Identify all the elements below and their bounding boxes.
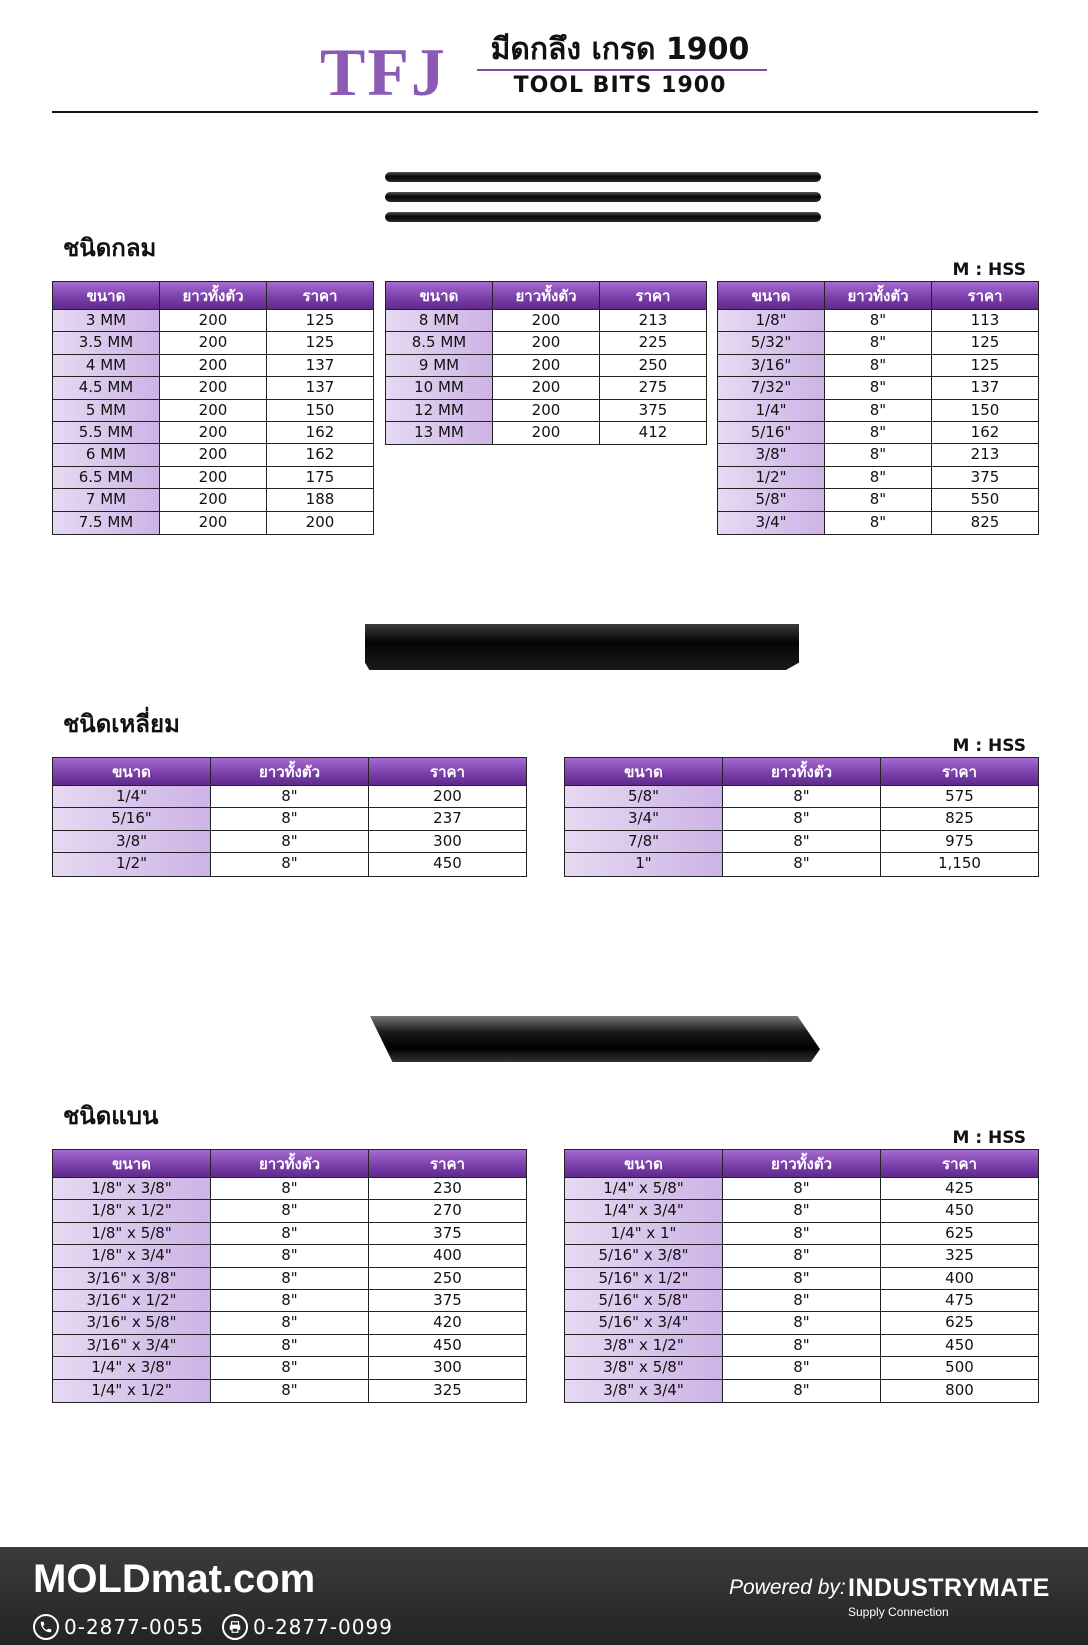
- size-cell: 5.5 MM: [53, 422, 160, 443]
- header-length: ยาวทั้งตัว: [493, 282, 600, 309]
- price-cell: 420: [433, 1313, 462, 1332]
- table-header-row: [565, 758, 1038, 786]
- size-cell: 4 MM: [53, 355, 160, 376]
- page-title-thai: มีดกลึง เกรด 1900: [490, 32, 750, 67]
- table-row: [565, 1200, 1038, 1222]
- table-row: [718, 422, 1038, 444]
- length-cell: 8": [825, 355, 932, 376]
- length-cell: 200: [160, 467, 267, 488]
- size-cell: 10 MM: [386, 377, 493, 398]
- material-label-round: M : HSS: [952, 260, 1026, 280]
- table-row: [718, 355, 1038, 377]
- page-footer: [0, 1547, 1088, 1645]
- fax-icon: [222, 1614, 248, 1640]
- table-row: [53, 1357, 526, 1379]
- size-cell: 5 MM: [53, 400, 160, 421]
- size-cell: 1/8": [718, 310, 825, 331]
- length-cell: 200: [493, 400, 600, 421]
- length-cell: 200: [493, 310, 600, 331]
- length-cell: 8": [723, 1223, 881, 1244]
- table-row: [53, 1290, 526, 1312]
- phone-contact: [33, 1614, 204, 1640]
- length-cell: 200: [160, 400, 267, 421]
- moldmat-brand: MOLDmat.com: [33, 1557, 316, 1601]
- length-cell: 200: [160, 512, 267, 534]
- length-cell: 8": [723, 1357, 881, 1378]
- length-cell: 8": [825, 332, 932, 353]
- table-row: [53, 831, 526, 853]
- table-row: [565, 808, 1038, 830]
- price-cell: 300: [433, 1358, 462, 1377]
- header-length: ยาวทั้งตัว: [723, 1150, 881, 1177]
- size-cell: 8 MM: [386, 310, 493, 331]
- table-row: [565, 786, 1038, 808]
- header-price: ราคา: [942, 763, 977, 781]
- table-row: [53, 1380, 526, 1402]
- price-cell: 550: [970, 490, 1000, 509]
- size-cell: 7 MM: [53, 489, 160, 510]
- table-row: [53, 444, 373, 466]
- table-row: [53, 422, 373, 444]
- price-cell: 200: [305, 512, 335, 531]
- table-row: [565, 831, 1038, 853]
- header-size: ขนาด: [565, 1150, 723, 1177]
- size-cell: 1/8" x 5/8": [53, 1223, 211, 1244]
- price-cell: 300: [433, 831, 462, 850]
- price-cell: 425: [945, 1179, 974, 1197]
- page-header: [0, 0, 1088, 120]
- table-row: [53, 512, 373, 534]
- price-cell: 1,150: [938, 854, 981, 873]
- length-cell: 200: [493, 422, 600, 444]
- price-cell: 175: [305, 467, 335, 486]
- price-cell: 250: [638, 355, 668, 374]
- length-cell: 200: [160, 355, 267, 376]
- price-cell: 113: [970, 311, 1000, 329]
- table-row: [386, 332, 706, 354]
- price-cell: 825: [970, 512, 1000, 531]
- table-row: [53, 1312, 526, 1334]
- length-cell: 8": [723, 1312, 881, 1333]
- price-cell: 450: [433, 1335, 462, 1354]
- length-cell: 8": [211, 1268, 369, 1289]
- length-cell: 200: [160, 377, 267, 398]
- table-row: [53, 1200, 526, 1222]
- price-cell: 375: [433, 1223, 462, 1242]
- title-divider: [477, 69, 767, 71]
- length-cell: 200: [493, 377, 600, 398]
- table-row: [565, 1335, 1038, 1357]
- length-cell: 8": [211, 1312, 369, 1333]
- size-cell: 3/16": [718, 355, 825, 376]
- header-price: ราคา: [942, 1155, 977, 1173]
- size-cell: 1/2": [53, 853, 211, 875]
- length-cell: 8": [723, 1200, 881, 1221]
- section-title-round: ชนิดกลม: [63, 234, 157, 262]
- industrymate-logo: INDUSTRYMATE: [848, 1574, 1050, 1602]
- size-cell: 7/8": [565, 831, 723, 852]
- table-row: [718, 489, 1038, 511]
- size-cell: 5/32": [718, 332, 825, 353]
- price-cell: 412: [638, 422, 668, 441]
- table-row: [53, 400, 373, 422]
- size-cell: 1/8" x 1/2": [53, 1200, 211, 1221]
- price-cell: 325: [433, 1380, 462, 1399]
- price-cell: 137: [305, 378, 335, 397]
- price-cell: 625: [945, 1223, 974, 1242]
- table-row: [53, 808, 526, 830]
- size-cell: 3/8" x 1/2": [565, 1335, 723, 1356]
- size-cell: 3/16" x 3/8": [53, 1268, 211, 1289]
- length-cell: 8": [723, 1290, 881, 1311]
- table-row: [565, 1290, 1038, 1312]
- length-cell: 8": [723, 1245, 881, 1266]
- table-row: [565, 1223, 1038, 1245]
- size-cell: 1/4" x 3/4": [565, 1200, 723, 1221]
- table-row: [53, 1268, 526, 1290]
- length-cell: 8": [825, 377, 932, 398]
- length-cell: 8": [211, 1178, 369, 1199]
- size-cell: 1/8" x 3/4": [53, 1245, 211, 1266]
- header-size: ขนาด: [718, 282, 825, 309]
- length-cell: 8": [825, 400, 932, 421]
- size-cell: 1/4" x 1/2": [53, 1380, 211, 1402]
- table-row: [53, 1335, 526, 1357]
- length-cell: 8": [211, 1290, 369, 1311]
- size-cell: 1/2": [718, 467, 825, 488]
- table-row: [53, 355, 373, 377]
- header-size: ขนาด: [565, 758, 723, 785]
- table-row: [53, 332, 373, 354]
- size-cell: 1/4" x 3/8": [53, 1357, 211, 1378]
- size-cell: 5/16" x 5/8": [565, 1290, 723, 1311]
- table-row: [53, 786, 526, 808]
- tfj-logo: TFJ: [320, 34, 447, 110]
- size-cell: 3.5 MM: [53, 332, 160, 353]
- price-cell: 575: [945, 787, 974, 805]
- length-cell: 8": [723, 808, 881, 829]
- flat-tool-bit-image: [370, 1016, 820, 1062]
- price-cell: 325: [945, 1246, 974, 1265]
- length-cell: 200: [160, 489, 267, 510]
- size-cell: 1/4" x 5/8": [565, 1178, 723, 1199]
- table-row: [718, 467, 1038, 489]
- table-row: [565, 1178, 1038, 1200]
- price-cell: 275: [638, 378, 668, 397]
- length-cell: 8": [211, 853, 369, 875]
- price-cell: 125: [970, 355, 1000, 374]
- size-cell: 1/4" x 1": [565, 1223, 723, 1244]
- size-cell: 1/4": [718, 400, 825, 421]
- price-cell: 125: [305, 311, 335, 329]
- length-cell: 8": [211, 1200, 369, 1221]
- size-cell: 12 MM: [386, 400, 493, 421]
- size-cell: 5/16": [718, 422, 825, 443]
- table-row: [718, 400, 1038, 422]
- price-cell: 225: [638, 333, 668, 352]
- page-title-english: TOOL BITS 1900: [513, 73, 727, 98]
- length-cell: 8": [211, 1245, 369, 1266]
- table-row: [53, 489, 373, 511]
- table-row: [386, 377, 706, 399]
- table-header-row: [53, 758, 526, 786]
- length-cell: 8": [211, 1223, 369, 1244]
- size-cell: 6.5 MM: [53, 467, 160, 488]
- header-size: ขนาด: [53, 758, 211, 785]
- table-header-row: [386, 282, 706, 310]
- size-cell: 1/4": [53, 786, 211, 807]
- header-size: ขนาด: [386, 282, 493, 309]
- material-label-square: M : HSS: [952, 736, 1026, 756]
- round-tool-bits-image: [385, 172, 821, 222]
- length-cell: 200: [493, 355, 600, 376]
- size-cell: 5/8": [718, 489, 825, 510]
- price-cell: 375: [970, 467, 1000, 486]
- table-row: [53, 1245, 526, 1267]
- length-cell: 8": [211, 831, 369, 852]
- price-cell: 188: [305, 490, 335, 509]
- length-cell: 8": [723, 831, 881, 852]
- table-row: [718, 332, 1038, 354]
- price-cell: 975: [945, 831, 974, 850]
- size-cell: 5/8": [565, 786, 723, 807]
- length-cell: 8": [825, 467, 932, 488]
- price-cell: 200: [433, 787, 462, 805]
- table-row: [53, 1223, 526, 1245]
- price-cell: 125: [970, 333, 1000, 352]
- header-rule: [52, 111, 1038, 113]
- table-row: [718, 310, 1038, 332]
- table-row: [53, 467, 373, 489]
- price-cell: 270: [433, 1201, 462, 1220]
- size-cell: 3/8" x 3/4": [565, 1380, 723, 1402]
- length-cell: 200: [160, 310, 267, 331]
- table-header-row: [53, 282, 373, 310]
- price-cell: 150: [970, 400, 1000, 419]
- header-size: ขนาด: [53, 282, 160, 309]
- price-cell: 375: [638, 400, 668, 419]
- size-cell: 1/8" x 3/8": [53, 1178, 211, 1199]
- industrymate-tagline: Supply Connection: [848, 1605, 949, 1619]
- table-row: [386, 310, 706, 332]
- table-row: [565, 1312, 1038, 1334]
- size-cell: 5/16": [53, 808, 211, 829]
- table-header-row: [565, 1150, 1038, 1178]
- price-cell: 450: [945, 1335, 974, 1354]
- size-cell: 3 MM: [53, 310, 160, 331]
- size-cell: 13 MM: [386, 422, 493, 444]
- length-cell: 8": [211, 786, 369, 807]
- size-cell: 6 MM: [53, 444, 160, 465]
- phone-number: 0-2877-0055: [64, 1615, 204, 1639]
- table-row: [565, 1245, 1038, 1267]
- table-row: [53, 853, 526, 875]
- size-cell: 3/16" x 3/4": [53, 1335, 211, 1356]
- table-row: [565, 1380, 1038, 1402]
- header-length: ยาวทั้งตัว: [211, 758, 369, 785]
- header-price: ราคา: [430, 1155, 465, 1173]
- powered-by-label: Powered by:: [729, 1576, 846, 1599]
- price-table-round-1: [52, 281, 374, 535]
- price-cell: 213: [970, 445, 1000, 464]
- length-cell: 8": [211, 1357, 369, 1378]
- price-table-square-2: [564, 757, 1039, 877]
- header-price: ราคา: [302, 287, 338, 305]
- length-cell: 8": [825, 512, 932, 534]
- price-cell: 400: [945, 1268, 974, 1287]
- length-cell: 8": [211, 1380, 369, 1402]
- header-length: ยาวทั้งตัว: [160, 282, 267, 309]
- price-cell: 213: [638, 311, 668, 329]
- size-cell: 5/16" x 3/8": [565, 1245, 723, 1266]
- size-cell: 3/4": [718, 512, 825, 534]
- length-cell: 200: [160, 422, 267, 443]
- size-cell: 3/16" x 5/8": [53, 1312, 211, 1333]
- table-header-row: [718, 282, 1038, 310]
- material-label-flat: M : HSS: [952, 1128, 1026, 1148]
- length-cell: 200: [160, 332, 267, 353]
- table-row: [565, 1357, 1038, 1379]
- length-cell: 8": [211, 1335, 369, 1356]
- price-table-round-3: [717, 281, 1039, 535]
- size-cell: 7/32": [718, 377, 825, 398]
- size-cell: 5/16" x 1/2": [565, 1268, 723, 1289]
- table-header-row: [53, 1150, 526, 1178]
- size-cell: 4.5 MM: [53, 377, 160, 398]
- price-cell: 400: [433, 1246, 462, 1265]
- header-length: ยาวทั้งตัว: [211, 1150, 369, 1177]
- length-cell: 8": [825, 444, 932, 465]
- table-row: [565, 1268, 1038, 1290]
- header-price: ราคา: [967, 287, 1003, 305]
- square-tool-bit-image: [365, 624, 799, 670]
- price-cell: 137: [305, 355, 335, 374]
- header-price: ราคา: [635, 287, 671, 305]
- length-cell: 8": [211, 808, 369, 829]
- size-cell: 3/8": [718, 444, 825, 465]
- price-cell: 375: [433, 1290, 462, 1309]
- length-cell: 8": [825, 310, 932, 331]
- table-row: [386, 355, 706, 377]
- price-cell: 250: [433, 1268, 462, 1287]
- price-table-square-1: [52, 757, 527, 877]
- length-cell: 8": [825, 489, 932, 510]
- size-cell: 7.5 MM: [53, 512, 160, 534]
- phone-icon: [33, 1614, 59, 1640]
- price-cell: 800: [945, 1380, 974, 1399]
- header-size: ขนาด: [53, 1150, 211, 1177]
- length-cell: 8": [723, 1268, 881, 1289]
- section-title-square: ชนิดเหลี่ยม: [63, 710, 180, 738]
- price-table-flat-2: [564, 1149, 1039, 1403]
- price-cell: 162: [305, 445, 335, 464]
- length-cell: 8": [723, 1335, 881, 1356]
- price-cell: 825: [945, 809, 974, 828]
- price-cell: 475: [945, 1290, 974, 1309]
- length-cell: 200: [493, 332, 600, 353]
- fax-contact: [222, 1614, 393, 1640]
- price-cell: 500: [945, 1358, 974, 1377]
- header-length: ยาวทั้งตัว: [723, 758, 881, 785]
- price-table-round-2: [385, 281, 707, 445]
- size-cell: 9 MM: [386, 355, 493, 376]
- length-cell: 8": [723, 1178, 881, 1199]
- size-cell: 5/16" x 3/4": [565, 1312, 723, 1333]
- length-cell: 8": [825, 422, 932, 443]
- size-cell: 1": [565, 853, 723, 875]
- price-cell: 625: [945, 1313, 974, 1332]
- price-cell: 137: [970, 378, 1000, 397]
- price-cell: 237: [433, 809, 462, 828]
- header-price: ราคา: [430, 763, 465, 781]
- section-title-flat: ชนิดแบน: [63, 1102, 159, 1130]
- table-row: [565, 853, 1038, 875]
- price-cell: 162: [970, 422, 1000, 441]
- length-cell: 8": [723, 786, 881, 807]
- length-cell: 8": [723, 1380, 881, 1402]
- table-row: [718, 377, 1038, 399]
- price-cell: 450: [945, 1201, 974, 1220]
- length-cell: 8": [723, 853, 881, 875]
- price-cell: 230: [433, 1179, 462, 1197]
- table-row: [53, 1178, 526, 1200]
- table-row: [53, 310, 373, 332]
- price-cell: 150: [305, 400, 335, 419]
- price-cell: 162: [305, 422, 335, 441]
- table-row: [53, 377, 373, 399]
- size-cell: 3/8" x 5/8": [565, 1357, 723, 1378]
- price-cell: 450: [433, 854, 462, 873]
- size-cell: 3/8": [53, 831, 211, 852]
- table-row: [386, 400, 706, 422]
- price-cell: 125: [305, 333, 335, 352]
- fax-number: 0-2877-0099: [253, 1615, 393, 1639]
- price-table-flat-1: [52, 1149, 527, 1403]
- table-row: [718, 512, 1038, 534]
- header-length: ยาวทั้งตัว: [825, 282, 932, 309]
- size-cell: 3/4": [565, 808, 723, 829]
- length-cell: 200: [160, 444, 267, 465]
- size-cell: 3/16" x 1/2": [53, 1290, 211, 1311]
- size-cell: 8.5 MM: [386, 332, 493, 353]
- table-row: [718, 444, 1038, 466]
- table-row: [386, 422, 706, 444]
